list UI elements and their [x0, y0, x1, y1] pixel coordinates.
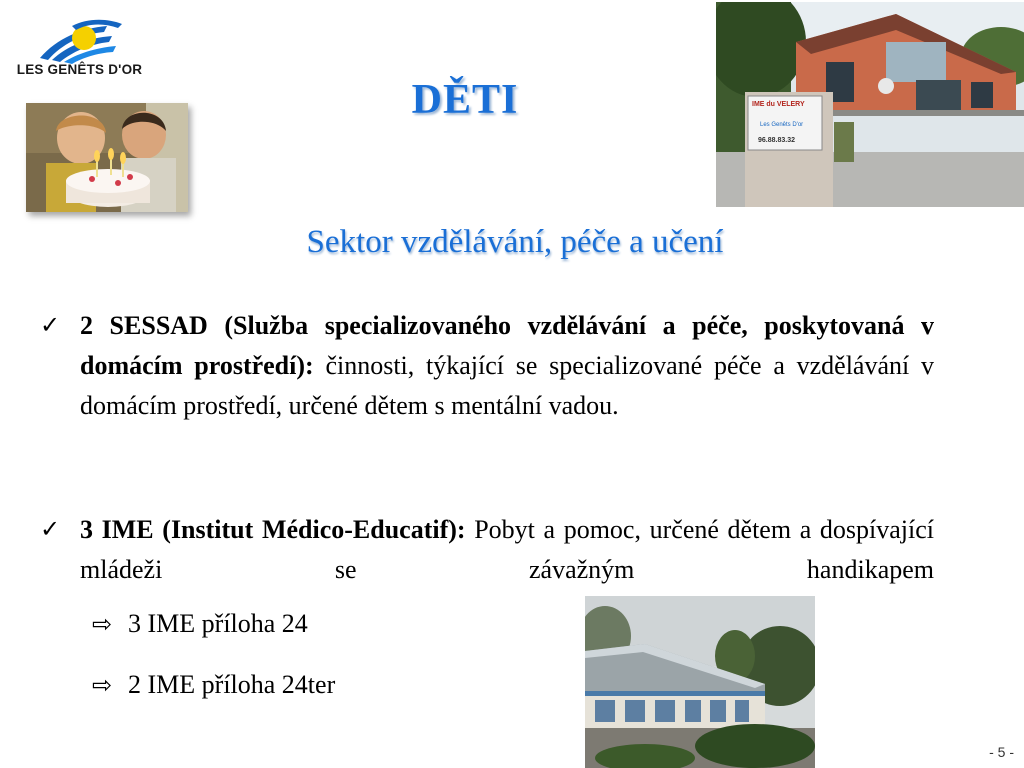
sign-line3: 96.88.83.32	[758, 137, 795, 144]
sun-wave-logo-icon	[12, 16, 147, 66]
sign-line2: Les Genêts D'or	[760, 122, 804, 128]
sub-item-ime-24	[92, 607, 308, 641]
sign-line1: IME du VELERY	[752, 101, 805, 108]
bullet-bold: 2 SESSAD (Služba specializovaného vzdělávání a péče, poskytovaná v domácím prostředí):	[80, 311, 934, 380]
page-subtitle: Sektor vzdělávání, péče a učení	[306, 224, 724, 260]
sub-item-label: 3 IME příloha 24	[128, 609, 308, 638]
sub-item-ime-24ter	[92, 668, 335, 702]
arrow-right-icon: ⇨	[92, 610, 113, 638]
checkmark-icon: ✓	[40, 517, 61, 543]
logo-text: LES GENÊTS D'OR	[16, 62, 143, 77]
bullet-text	[80, 510, 934, 590]
checkmark-icon: ✓	[40, 313, 61, 339]
ime-building-photo	[716, 2, 1024, 207]
page-title: DĚTI	[411, 77, 519, 123]
arrow-right-icon: ⇨	[92, 671, 113, 699]
children-birthday-photo	[26, 103, 188, 212]
bullet-sessad	[40, 306, 934, 426]
bullet-bold: 3 IME (Institut Médico-Educatif):	[80, 515, 466, 544]
page-number: - 5 -	[989, 744, 1014, 760]
ime-second-building-photo	[585, 596, 815, 768]
bullet-ime	[40, 510, 934, 590]
bullet-text	[80, 306, 934, 426]
bullet-body: činnosti, týkající se specializované péče a vzdělávání v domácím prostředí, určené dětem s mentální vadou.	[80, 351, 934, 420]
sub-item-label: 2 IME příloha 24ter	[128, 670, 336, 699]
bullet-body: Pobyt a pomoc, určené dětem a dospívající mládeži se závažným handikapem	[80, 515, 934, 584]
